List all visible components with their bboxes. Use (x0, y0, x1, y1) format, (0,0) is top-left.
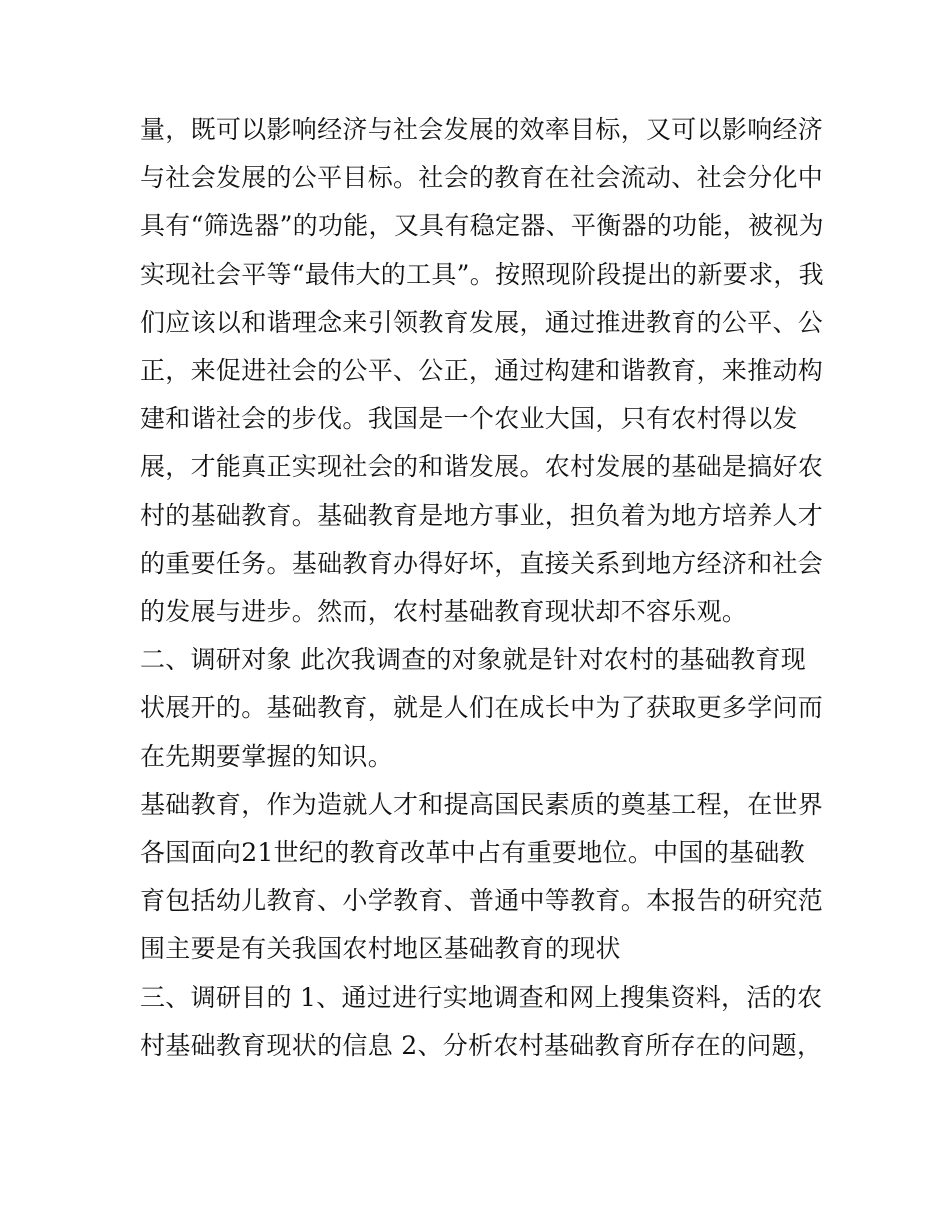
text-line: 围主要是有关我国农村地区基础教育的现状 (140, 934, 621, 964)
text-line: 与社会发展的公平目标。社会的教育在社会流动、社会分化中 (140, 163, 824, 193)
text-line: 正，来促进社会的公平、公正，通过构建和谐教育，来推动构 (140, 356, 824, 386)
text-line: 实现社会平等“最伟大的工具”。按照现阶段提出的新要求，我 (140, 259, 824, 289)
section-heading-line: 二、调研对象 此次我调查的对象就是针对农村的基础教育现 (140, 645, 807, 675)
document-page (140, 106, 824, 1070)
text-line: 量，既可以影响经济与社会发展的效率目标，又可以影响经济 (140, 115, 824, 144)
text-line: 村的基础教育。基础教育是地方事业，担负着为地方培养人才 (140, 500, 824, 530)
text-line: 们应该以和谐理念来引领教育发展，通过推进教育的公平、公 (140, 307, 824, 337)
text-line: 展，才能真正实现社会的和谐发展。农村发展的基础是搞好农 (140, 452, 824, 482)
text-line: 村基础教育现状的信息 2、分析农村基础教育所存在的问题， (140, 1030, 823, 1060)
text-line: 基础教育，作为造就人才和提高国民素质的奠基工程，在世界 (140, 789, 824, 819)
text-line: 的重要任务。基础教育办得好坏，直接关系到地方经济和社会 (140, 548, 824, 578)
text-line: 状展开的。基础教育，就是人们在成长中为了获取更多学问而 (140, 693, 824, 723)
text-line: 的发展与进步。然而，农村基础教育现状却不容乐观。 (140, 597, 748, 627)
section-heading-line: 三、调研目的 1、通过进行实地调查和网上搜集资料，活的农 (140, 982, 823, 1012)
text-line: 各国面向21世纪的教育改革中占有重要地位。中国的基础教 (140, 838, 805, 868)
text-line: 在先期要掌握的知识。 (140, 741, 394, 771)
text-line: 建和谐社会的步伐。我国是一个农业大国，只有农村得以发 (140, 404, 798, 434)
text-line: 具有“筛选器”的功能，又具有稳定器、平衡器的功能，被视为 (140, 211, 824, 241)
text-line: 育包括幼儿教育、小学教育、普通中等教育。本报告的研究范 (140, 886, 824, 916)
